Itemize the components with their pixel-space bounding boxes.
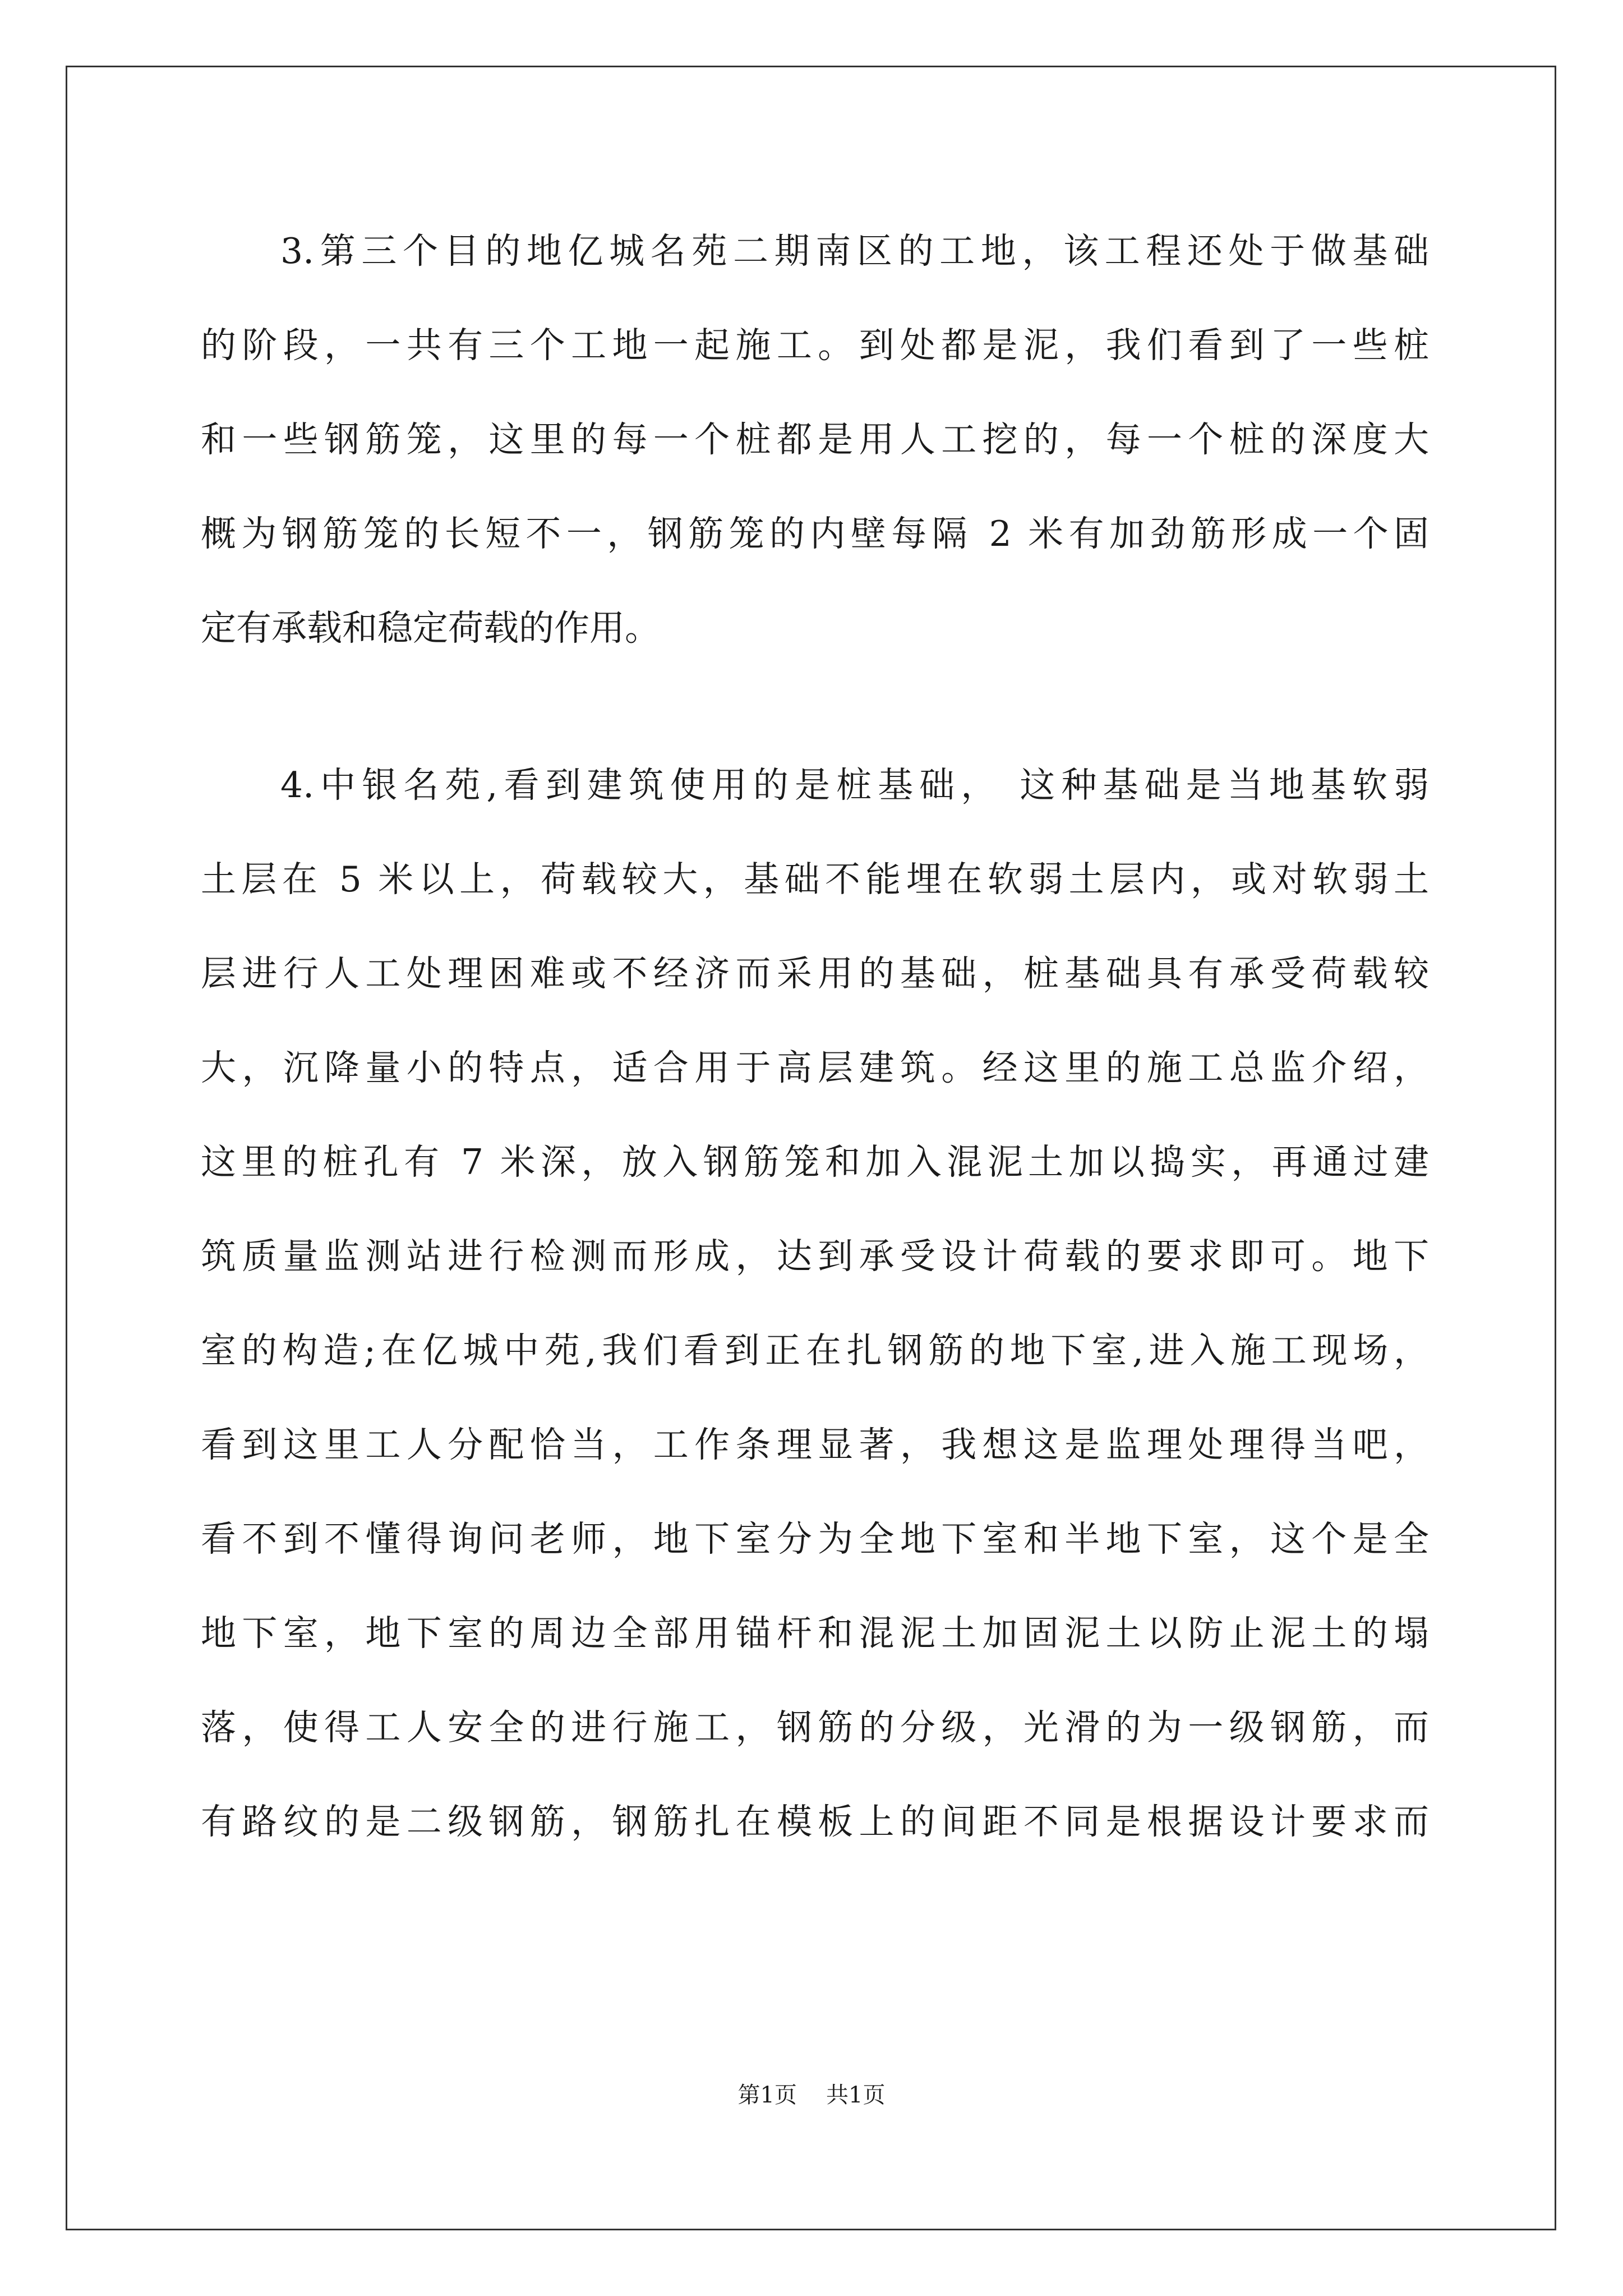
paragraph-2 xyxy=(201,738,1429,1869)
paragraph-line: 4.中银名苑,看到建筑使用的是桩基础， 这种基础是当地基软弱 xyxy=(280,765,1429,806)
paragraph-line: 定有承载和稳定荷载的作用。 xyxy=(201,608,660,648)
paragraph-line: 概为钢筋笼的长短不一，钢筋笼的内壁每隔 2 米有加劲筋形成一个固 xyxy=(201,513,1429,554)
paragraph-line: 的阶段，一共有三个工地一起施工。到处都是泥，我们看到了一些桩 xyxy=(201,325,1429,366)
paragraph-line: 层进行人工处理困难或不经济而采用的基础，桩基础具有承受荷载较 xyxy=(201,953,1429,994)
paragraph-line: 和一些钢筋笼，这里的每一个桩都是用人工挖的，每一个桩的深度大 xyxy=(201,419,1429,460)
paragraph-line: 地下室，地下室的周边全部用锚杆和混泥土加固泥土以防止泥土的塌 xyxy=(201,1613,1429,1654)
paragraph-line: 这里的桩孔有 7 米深，放入钢筋笼和加入混泥土加以捣实，再通过建 xyxy=(201,1142,1429,1182)
paragraph-line: 土层在 5 米以上，荷载较大，基础不能埋在软弱土层内，或对软弱土 xyxy=(201,859,1429,900)
paragraph-line: 落，使得工人安全的进行施工，钢筋的分级，光滑的为一级钢筋，而 xyxy=(201,1707,1429,1748)
paragraph-line: 看到这里工人分配恰当，工作条理显著，我想这是监理处理得当吧， xyxy=(201,1424,1429,1465)
paragraph-line: 筑质量监测站进行检测而形成，达到承受设计荷载的要求即可。地下 xyxy=(201,1236,1429,1277)
page-total: 共1页 xyxy=(826,2082,886,2108)
paragraph-line: 看不到不懂得询问老师，地下室分为全地下室和半地下室，这个是全 xyxy=(201,1519,1429,1559)
page-footer xyxy=(0,2078,1623,2112)
paragraph-line: 有路纹的是二级钢筋，钢筋扎在模板上的间距不同是根据设计要求而 xyxy=(201,1801,1429,1842)
paragraph-line: 大，沉降量小的特点，适合用于高层建筑。经这里的施工总监介绍， xyxy=(201,1047,1429,1088)
page-number: 第1页 xyxy=(737,2082,797,2108)
paragraph-line: 室的构造;在亿城中苑,我们看到正在扎钢筋的地下室,进入施工现场， xyxy=(201,1330,1429,1371)
paragraph-line: 3.第三个目的地亿城名苑二期南区的工地，该工程还处于做基础 xyxy=(280,231,1429,272)
paragraph-1 xyxy=(201,204,1429,675)
